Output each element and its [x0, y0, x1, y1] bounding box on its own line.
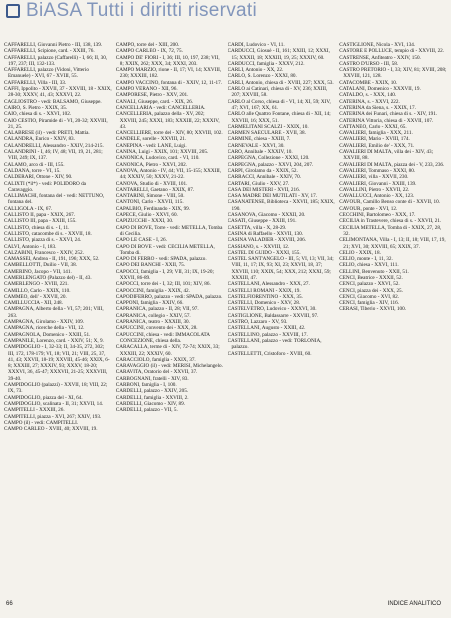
index-entry: CANTONI, Carlo - XXVII, 115.: [115, 199, 184, 206]
index-entry: CARAVAGGIO (il) - vedi: MERISI, Michelangelo.: [115, 363, 223, 370]
index-entry: CECILIA METELLA, Tomba di - XXIX, 27, 28, 32.: [339, 224, 442, 237]
index-entry: CARLO, S. Lorenzo - XXXI, 80.: [227, 73, 297, 80]
index-entry: CAPIZUCCHI - XXXI, 30.: [115, 218, 174, 225]
index-entry: CARPEGNA, palazzo - XXVI, 204, 207.: [227, 161, 314, 168]
index-entry: CAMPO CARLEO - IX, 72, 75.: [115, 48, 183, 55]
index-entry: CASTELLI ROMANI - XXIX, 19.: [227, 287, 301, 294]
index-entry: CAPO DI BOVE - vedi: CECILIA METELLA, Tomba di.: [115, 243, 215, 256]
index-entry: CARLI, Antonio - XX, 22.: [227, 67, 284, 74]
index-entry: CALLISTO, piazza di s. - XXVI, 24.: [4, 237, 82, 244]
index-entry: CAMILLUCCIA - XII, 248.: [4, 300, 63, 307]
index-entry: CAPALBIO, Ferdinando - XIX, 99.: [115, 205, 191, 212]
index-entry: CAVALIERI, Mario - XVIII, 174.: [339, 136, 410, 143]
index-entry: CALABRESE (il) - vedi: PRETI, Mattia.: [4, 130, 90, 137]
index-entry: CARLO ai Catinari, chiesa di - XV, 236; XXIII, 207; XXVIII, 58.: [227, 86, 328, 99]
index-entry: CECILIA in Trastevere, chiesa di s. - XXVII, 21.: [339, 218, 442, 225]
index-entry: CALANDRELLI, Alessandro - XXIV, 214-215.: [4, 142, 104, 149]
index-entry: CARDI, Ludovico - VI, 11.: [227, 42, 285, 48]
index-entry: CAVALLINI, Pietro - XXVII, 22.: [339, 186, 410, 193]
index-entry: CAFFARELLI, Scipione, card. - XXIII, 76.: [4, 48, 95, 55]
index-entry: CAMERLENGATO (Palazzo del) - II, 43.: [4, 274, 92, 281]
index-entry: CAFFARELLI, Villa - III, 33.: [4, 79, 67, 86]
index-entry: CAPRANICA, collegio - XXIV, 57.: [115, 312, 191, 319]
index-entry: CAVALIERI, Emilio de' - XXX, 71.: [339, 142, 415, 149]
index-entry: CAMPO CARLEO - XVIII, 40; XXVIII, 19.: [4, 426, 98, 433]
index-entry: CANCELLARIA - vedi: CANCELLERIA.: [115, 104, 206, 111]
index-entry: CAMPO (il) - vedi: CAMPITELLI.: [4, 419, 79, 426]
index-entry: CASTRO, Lazzaro - XV, 93.: [227, 319, 288, 326]
index-entry: CELIMONTANA, Villa - I, 13; II, 18; VIII, 17, 19, 21; XVI, 30; XXVIII, 65; XXIX, 37.: [339, 237, 446, 250]
index-entry: CAMPANILE, Lorenzo, card. - XXIV, 51; X, 9.: [4, 337, 104, 344]
index-entry: CARTARI, Giulio - XXV, 27.: [227, 180, 290, 187]
index-entry: CARAVITA, Oratorio del - XXVII, 37.: [115, 369, 198, 376]
index-entry: CARDELLI, palazzo - VII, 5.: [115, 407, 178, 414]
index-entry: CAPRANICA, teatro - XXXIII, 30.: [115, 319, 190, 326]
index-entry: CARACCIOLO, famiglia - XXIX, 37.: [115, 356, 196, 363]
index-entry: CATERINA Vittoria, chiesa di - XXVII, 107.: [339, 117, 434, 124]
index-entry: CARDUCCI, Giosuè - II, 161; XXIII, 12; XXXI, 15; XXXII, 18; XXXIII, 19, 25; XXXIV, 60.: [227, 48, 330, 61]
index-column-1: [4, 42, 112, 594]
index-entry: CATERINA dei Funari, chiesa di s. - XIV, 191.: [339, 111, 438, 118]
index-entry: CARPEGNA, Collezione - XXXI, 120.: [227, 155, 310, 162]
index-entry: CENCI, piazza dei - XXX, 25.: [339, 287, 403, 294]
index-entry: CASATI, Giuseppe - XXIII, 191.: [227, 218, 297, 225]
index-entry: CAPRANICA, palazzo - II, 28; VII, 97.: [115, 306, 199, 313]
index-entry: CAFFARELLI, palazzo (Vidoni, Vitterio Emanuele) - XVI, 67 - XVIII, 55.: [4, 67, 89, 80]
index-entry: CATACOMBE - XXIX, 10.: [339, 79, 398, 86]
index-entry: CAMERINO, Jacopo - VII, 141.: [4, 268, 72, 275]
index-entry: CAIO, chiesa di s. - XXVI, 102.: [4, 111, 72, 118]
index-entry: CERASI, Tiberio - XXVII, 100.: [339, 306, 406, 313]
index-entry: CENCI, Giacomo - XVI, 82.: [339, 293, 400, 300]
index-entry: CALIXTI (*il*) - vedi: POLIDORO da Caravaggio.: [4, 180, 86, 193]
index-entry: CAPUCCINI, convento dei - XXX, 28.: [115, 325, 198, 332]
index-entry: CAMPO VACCINO, fontana di - XXIV, 12, 11-17.: [115, 79, 223, 86]
index-entry: CANOVA, Antonio - IV, 44; VII, 15-155; XXXIII, 44; XXXIV, 50; XXXV, 21-22.: [115, 167, 222, 181]
index-entry: CASANOVA, Giacomo - XXXII, 20.: [227, 212, 306, 219]
index-entry: CAMERLENGO - XVIII, 221.: [4, 281, 69, 288]
index-entry: CASA DEI MISTERI - XVII, 216.: [227, 186, 300, 193]
index-entry: CASTELLANI, Augusto - XXIII, 42.: [227, 325, 306, 332]
index-entry: CATTANEO, Carlo - XXXI, 65.: [339, 123, 407, 130]
index-entry: CAVALIERI DI MALTA, piazza dei - V, 233, 236.: [339, 161, 445, 168]
index-entry: CATERINA da Siena, s. - XXIX, 17.: [339, 104, 416, 111]
index-entry: CAPO DI FERRO - vedi: SPADA, palazzo.: [115, 256, 207, 263]
index-entry: CAMPORESE, Pietro - XXV, 201.: [115, 92, 189, 99]
index-entry: CARDELLI, Giacomo - XIV, 89.: [115, 400, 185, 407]
index-entry: CAPOCCINI, famiglia - XXIX, 42.: [115, 287, 190, 294]
index-entry: CAIO CESTIO, Piramide di - VI, 20-32; XXVIII, 21, 25.: [4, 117, 108, 130]
index-entry: CAMPITELLI, piazza - XVI, 267; XXIV, 193.: [4, 413, 102, 420]
index-entry: CANTARELLI, Gaetano - XXIX, 87.: [115, 186, 195, 193]
index-entry: CALDANA, torre - VI, 15.: [4, 167, 61, 174]
index-entry: CELLINI, Benvenuto - XXII, 51.: [339, 268, 409, 275]
index-entry: CALANDRINI - I, 46; IV, 48; VII, 19, 21, 281; VIII, 249; IX, 137.: [4, 149, 103, 162]
page-number: 66: [6, 601, 13, 607]
index-entry: CAMILLO, Carlo - XXIX, 110.: [4, 287, 71, 294]
index-entry: CANINA, Luigi - XXIX, 101; XXVIII, 205.: [115, 149, 209, 156]
index-entry: CAVALIERI, Giovanni - XXIII, 139.: [339, 180, 417, 187]
index-entry: CAMPAGNA, ricerche della - VII, 12.: [4, 325, 85, 332]
index-entry: CALLIGOLA - IX, 67.: [4, 205, 53, 212]
index-entry: CALLISTO, catacombe di s. - XXVII, 18.: [4, 230, 92, 237]
running-footer: INDICE ANALITICO: [387, 601, 441, 607]
index-entry: CASANATENSE, Biblioteca - XXVII, 185; XXIX, 190.: [227, 199, 335, 212]
index-entry: CAVOUR, Camillo Benso conte di - XXVII, 10.: [339, 199, 441, 206]
index-entry: CAPODIFERRO, palazzo - vedi: SPADA, palazzo.: [115, 293, 223, 300]
index-entry: CARLO alle Quattro Fontane, chiesa di - XII, 14; XXVIII, 16; XXX, 51.: [227, 111, 331, 124]
index-entry: CASETTA, villa - X, 28-29.: [227, 224, 287, 231]
index-entry: CARRACCI, Annibale - XXIV, 70.: [227, 174, 302, 181]
watermark-banner: [0, 0, 451, 22]
index-entry: CANONICA, Pietro - XXVI, 202.: [115, 161, 188, 168]
index-entry: CAMPIDOGLIO (palazzi) - XXVII, 18; VIII, 22; IX, 73.: [4, 382, 108, 395]
index-entry: CELIO, chiesa - XXVI, 111.: [339, 262, 399, 269]
index-entry: CARDUCCI, famiglia - XXXV, 212.: [227, 60, 305, 67]
index-entry: CASTRO PRETORIO - I, 33; XIV, 81; XVIII, 208; XXVIII, 121, 128.: [339, 67, 447, 80]
index-entry: CAMPAGNA, Girolamo - XXIV, 109.: [4, 319, 84, 326]
index-entry: CASTEL DI GUIDO - XXXI, 155.: [227, 249, 301, 256]
index-entry: CASTELLI, Domenico - XXV, 28.: [227, 300, 301, 307]
index-entry: CANDELE, sorelle - XXVIII, 21.: [115, 136, 187, 143]
index-entry: CARACALLA, terme di - XIV, 72-74; XXIX, 33; XXXIII, 22; XXXIV, 60.: [115, 344, 220, 357]
index-entry: CASINA VALADIER - XXVIII, 206.: [227, 237, 306, 244]
index-entry: CASTELLANI, palazzo - vedi: TORLONIA, palazzo.: [227, 337, 322, 351]
index-entry: CATALANI, Domenico - XXXVII, 19.: [339, 86, 421, 93]
index-entry: CAIRO, S. Pietro - XXIX, 35.: [4, 104, 67, 111]
index-columns: [4, 42, 447, 594]
index-entry: CASTELVETRO, Ludovico - XXXVI, 30.: [227, 306, 317, 313]
index-entry: CALLISTO, chiesa di s. - I, 11.: [4, 224, 70, 231]
watermark-text: BiASA Tutti i diritti riservati: [26, 0, 258, 21]
index-entry: CASTIGLIONE, Nicola - XVI, 134.: [339, 42, 416, 48]
index-entry: CAMPIDOGLIO - I, 32-33; II, 34-35, 272, 302; III, 172, 178-179; VI, 18; VII, 21; VIII, 25, 37, 41, 43; XXVII, 18-19; XXVIII, 45-46; XXIX, 6-8; XXXIII, 27; XXXIV, 93; XXXV, 18-20; XXXVI, 36, 45-47; XXXVII, 21-25; XXXVIII, 39-40.: [4, 344, 110, 382]
index-column-3: [228, 42, 336, 594]
index-entry: CAPOCCI, torre dei - I, 32; III, 101; XIV, 86.: [115, 281, 211, 288]
index-entry: CALANDRA, Enrico - XXIV, 83.: [4, 136, 75, 143]
index-entry: CASTELLETTI, Cristoforo - XVIII, 60.: [227, 350, 312, 357]
index-entry: CAMPAGNOLA, Domenico - XXIII, 51.: [4, 331, 91, 338]
index-entry: CAPO DEI BANCHI - XXII, 75.: [115, 262, 186, 269]
index-entry: CASSIANO, s. - XXVIII, 12.: [227, 243, 290, 250]
index-entry: CECCHINI, Bartolomeo - XXX, 17.: [339, 212, 416, 219]
index-entry: CALLISTO III, papa - XXIII, 155.: [4, 218, 77, 225]
watermark-logo-icon: [6, 4, 20, 18]
index-entry: CALDERARI, Ottone - XIV, 90.: [4, 174, 73, 181]
index-column-4: [339, 42, 447, 594]
index-entry: CATERINA, s. - XXVI, 222.: [339, 98, 400, 105]
index-entry: CAMPIDOGLIO, piazza del - XI, 64.: [4, 394, 83, 401]
index-entry: CENCI, palazzo - XXVI, 52.: [339, 281, 400, 288]
index-entry: CASINA di Raffaello - XXVII, 130.: [227, 230, 304, 237]
index-entry: CARBONI, famiglia - I, 100.: [115, 382, 177, 389]
index-entry: CASTRO D'URSO - III, 58.: [339, 60, 399, 67]
index-entry: CARDELLI, palazzo - XXIV, 205.: [115, 388, 189, 395]
index-entry: CANONICA, Ludovico, card. - VI, 110.: [115, 155, 200, 162]
index-entry: CASTRENSE, Anfiteatro - XXIV, 150.: [339, 54, 421, 61]
index-entry: CAMBELLOTTI, Duilio - VII, 38.: [4, 262, 77, 269]
index-entry: CARMELITANI SCALZI - XXIX, 10.: [227, 123, 309, 130]
index-entry: CANTARINI, Simone - VIII, 50.: [115, 193, 185, 200]
index-entry: CAMPO VERANO - XII, 96.: [115, 86, 178, 93]
index-entry: CASA MADRE DEI MUTILATI - XV, 17.: [227, 193, 318, 200]
index-entry: CAFFI, Ippolito - XXVII, 37 - XXVIII, 18 - XXIX, 28-30; XXXV, 41, 43; XXXVI, 22.: [4, 86, 112, 99]
index-entry: CASTELFIORENTINO - XXX, 35.: [227, 293, 303, 300]
index-entry: CARO, Annibale - XXXIV, 10.: [227, 149, 293, 156]
index-entry: CALLIMACHI, fontana del - vedi: NETTUNO, fontana del.: [4, 193, 105, 206]
index-entry: CAMPO MARZIO, rione - II, 17; VI, 14; XXVIII, 230; XXXIII, 182.: [115, 67, 222, 80]
index-entry: CATALDO, s. - XXX, 140.: [339, 92, 397, 99]
index-entry: CAPUCCINI, chiesa - vedi: IMMACOLATA CONCEZIONE, chiesa della.: [115, 331, 210, 344]
index-entry: CAMPITELLI - XXXIII, 26.: [4, 407, 65, 414]
index-entry: CANEPINA - vedi: LANE, Luigi.: [115, 142, 187, 149]
index-entry: CASTIGLIONE, Baldassarre - XXVIII, 97.: [227, 312, 319, 319]
index-entry: CARNEVALE - XXVI, 30.: [227, 142, 285, 149]
index-entry: CAMPAGNA, Alberto della - VI, 57; 201; VIII, 263.: [4, 306, 104, 319]
index-entry: CARBOGNANI, fratelli - XIV, 83.: [115, 375, 189, 382]
index-entry: CARPI, Girolamo da - XXIX, 52.: [227, 167, 298, 174]
index-entry: CANOVA, Studio di - XVIII, 101.: [115, 180, 188, 187]
index-entry: CARLO al Corso, chiesa di - VI, 14; XI, 59; XIV, 47; XVI, 167; XX, 61.: [227, 98, 331, 111]
index-entry: CALZABINI, Francesco - XXIV, 252.: [4, 249, 84, 256]
index-entry: CAPPONI, famiglia - XXIV, 66.: [115, 300, 184, 307]
index-entry: CANCELLERIA, palazzo della - XV, 202; XXVIII, 245; XXXI, 183; XXXIII, 22; XXXIV, 43.: [115, 111, 220, 130]
index-entry: CALLISTO II, papa - XXIX, 267.: [4, 212, 76, 219]
index-entry: CANALI, Giuseppe, card. - XIX, 26.: [115, 98, 193, 105]
index-entry: CAVALIERI, villa - XXVII, 230.: [339, 174, 409, 181]
index-entry: CASTEL SANT'ANGELO - III, 5; VI, 13; VII, 34; VIII, 11, 17; IX, 93; XI, 23; XXVII, 18, 37; XXVIII, 110; XXIX, 54; XXX, 212; XXXI, 59; XXXIII, 47.: [227, 256, 334, 281]
index-entry: CELIO, monte - I, 11, 32.: [339, 256, 393, 263]
index-entry: CAVALIERI DI MALTA, villa dei - XIV, 43; XXVIII, 88.: [339, 149, 434, 162]
index-entry: CALAMO, arco di - III, 155.: [4, 161, 65, 168]
index-entry: CENCI, Beatrice - XXXII, 52.: [339, 274, 403, 281]
index-entry: CAPO DI BOVE, Torre - vedi: METELLA, Tomba di Cecilia.: [115, 224, 223, 237]
index-entry: CAFFARELLI, palazzo (Caffarelli) - I, 66; II, 30, 197, 237; III, 132-133.: [4, 54, 108, 67]
index-entry: CAFFARELLI, Giovanni Pietro - III, 138, 139.: [4, 42, 103, 48]
index-entry: CAPO LE CASE - I, 26.: [115, 237, 167, 244]
index-entry: CAMPIDOGLIO, scalinata - II, 31; XXVII, 14.: [4, 400, 104, 407]
index-entry: CENCI, famiglia - XIV, 116.: [339, 300, 400, 307]
index-entry: CARLI, Antonio, chiesa di - XVIII, 227; XXX, 53.: [227, 79, 334, 86]
index-entry: CASTORE E POLLUCE, tempio di - XXVIII, 22.: [339, 48, 445, 55]
index-entry: CANCELLIERE, torre del - XIV, 80; XXVIII, 102.: [115, 130, 223, 137]
index-entry: CELIO - XXIX, 18.: [339, 249, 381, 256]
index-entry: CAMMEO, dell' - XXVII, 20.: [4, 293, 67, 300]
index-entry: CAVALIERI, Tommaso - XXXI, 80.: [339, 167, 416, 174]
index-entry: CAMPO DE' FIORI - I, 36; III, 10, 197, 238; VII, 8; XXIX, 262; XXX, 34; XXXI, 203.: [115, 54, 220, 67]
index-entry: CAGLIOSTRO - vedi: BALSAMO, Giuseppe.: [4, 98, 102, 105]
index-entry: CALVI, Antonio - I, 183.: [4, 243, 57, 250]
index-column-2: [116, 42, 224, 594]
index-entry: CAMASSEI, Andrea - II, 191, 196; XXX, 52.: [4, 256, 100, 263]
index-entry: CAMPO, torre del - XIII, 200.: [115, 42, 180, 48]
index-entry: CAVOUR, ponte - XVI, 12.: [339, 205, 398, 212]
index-entry: CARDELLI, famiglia - XXVIII, 2.: [115, 394, 189, 401]
index-entry: CAPOCCI, famiglia - I, 29; VII, 31; IX, 19-20; XXVII, 86-89.: [115, 268, 214, 281]
index-entry: CARMINE, chiesa - XXIII, 7.: [227, 136, 291, 143]
index-entry: CAPECE, Giulio - XXVI, 60.: [115, 212, 178, 219]
page-footer: [6, 598, 441, 610]
index-entry: CAVALIERI, famiglia - XXX, 211.: [339, 130, 413, 137]
index-entry: CASTELLINO, palazzo - XXVIII, 17.: [227, 331, 308, 338]
index-entry: CARMEN SAECULARE - XVII, 38.: [227, 130, 306, 137]
index-entry: CAVALLUCCI, Antonio - XX, 123.: [339, 193, 415, 200]
index-entry: CASTELLANI, Alessandro - XXX, 27.: [227, 281, 310, 288]
